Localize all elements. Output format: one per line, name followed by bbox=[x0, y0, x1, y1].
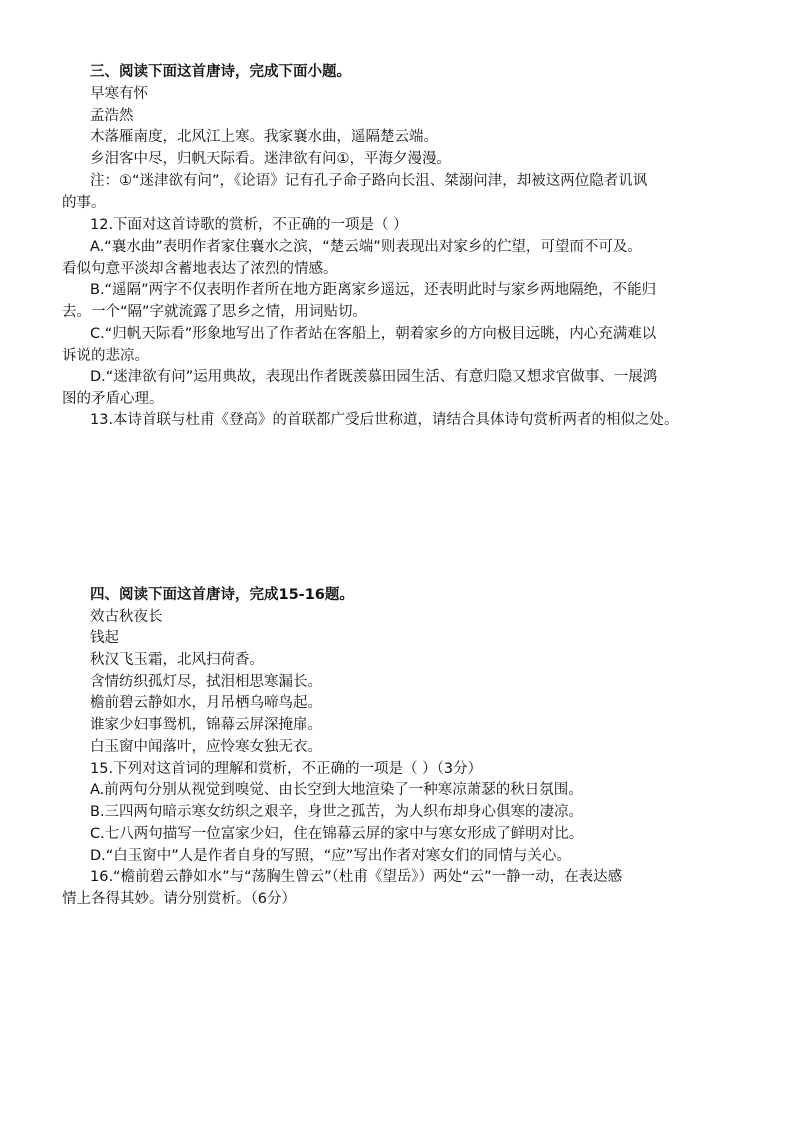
poem2-line: 檐前碧云静如水，月吊栖乌啼鸟起。 bbox=[90, 695, 322, 711]
question-12-option-d-cont: 图的矛盾心理。 bbox=[62, 391, 164, 407]
poem1-title: 早寒有怀 bbox=[90, 86, 148, 102]
question-12-option-b: B.“遥隔”两字不仅表明作者所在地方距离家乡遥远，还表明此时与家乡两地隔绝，不能归 bbox=[90, 282, 657, 298]
question-15-stem: 15.下列对这首词的理解和赏析，不正确的一项是（ ）（3分） bbox=[90, 761, 483, 777]
poem2-author: 钱起 bbox=[90, 630, 119, 646]
question-15-option-c: C.七八两句描写一位富家少妇，住在锦幕云屏的家中与寒女形成了鲜明对比。 bbox=[90, 826, 584, 842]
section3-heading: 三、阅读下面这首唐诗，完成下面小题。 bbox=[90, 64, 351, 80]
question-12-option-c-cont: 诉说的悲凉。 bbox=[62, 348, 149, 364]
question-12-option-d: D.“迷津欲有问”运用典故，表现出作者既羡慕田园生活、有意归隐又想求官做事、一展鸿 bbox=[90, 369, 658, 385]
question-15-option-b: B.三四两句暗示寒女纺织之艰辛，身世之孤苦，为人织布却身心俱寒的凄凉。 bbox=[90, 804, 584, 820]
question-12-option-a: A.“襄水曲”表明作者家住襄水之滨，“楚云端”则表现出对家乡的伫望，可望而不可及。 bbox=[90, 239, 642, 255]
question-16: 16.“檐前碧云静如水”与“荡胸生曾云”（杜甫《望岳》）两处“云”一静一动，在表达感 bbox=[90, 869, 623, 885]
question-12-option-a-cont: 看似句意平淡却含蓄地表达了浓烈的情感。 bbox=[62, 261, 338, 277]
question-12-option-c: C.“归帆天际看”形象地写出了作者站在客船上，朝着家乡的方向极目远眺，内心充满难以 bbox=[90, 326, 657, 342]
poem1-line: 木落雁南度，北风江上寒。我家襄水曲，遥隔楚云端。 bbox=[90, 129, 438, 145]
poem2-line: 谁家少妇事鸳机，锦幕云屏深掩扉。 bbox=[90, 717, 322, 733]
section4-heading: 四、阅读下面这首唐诗，完成15-16题。 bbox=[90, 587, 354, 603]
poem2-line: 白玉窗中闻落叶，应怜寒女独无衣。 bbox=[90, 739, 322, 755]
question-15-option-a: A.前两句分别从视觉到嗅觉、由长空到大地渲染了一种寒凉萧瑟的秋日氛围。 bbox=[90, 782, 583, 798]
poem2-title: 效古秋夜长 bbox=[90, 609, 163, 625]
question-16-cont: 情上各得其妙。请分别赏析。（6分） bbox=[62, 891, 296, 907]
poem1-note-cont: 的事。 bbox=[62, 195, 106, 211]
poem1-author: 孟浩然 bbox=[90, 108, 134, 124]
poem1-note: 注：①“迷津欲有问”，《论语》记有孔子命子路向长沮、桀溺问津，却被这两位隐者讥讽 bbox=[90, 173, 648, 189]
question-12-stem: 12.下面对这首诗歌的赏析，不正确的一项是（ ） bbox=[90, 217, 408, 233]
question-13: 13.本诗首联与杜甫《登高》的首联都广受后世称道，请结合具体诗句赏析两者的相似之处。 bbox=[90, 412, 679, 428]
question-12-option-b-cont: 去。一个“隔”字就流露了思乡之情，用词贴切。 bbox=[62, 304, 368, 320]
poem2-line: 含情纺织孤灯尽，拭泪相思寒漏长。 bbox=[90, 674, 322, 690]
poem2-line: 秋汉飞玉霜，北风扫荷香。 bbox=[90, 652, 264, 668]
question-15-option-d: D.“白玉窗中”人是作者自身的写照，“应”写出作者对寒女们的同情与关心。 bbox=[90, 848, 571, 864]
poem1-line: 乡泪客中尽，归帆天际看。迷津欲有问①，平海夕漫漫。 bbox=[90, 151, 451, 167]
